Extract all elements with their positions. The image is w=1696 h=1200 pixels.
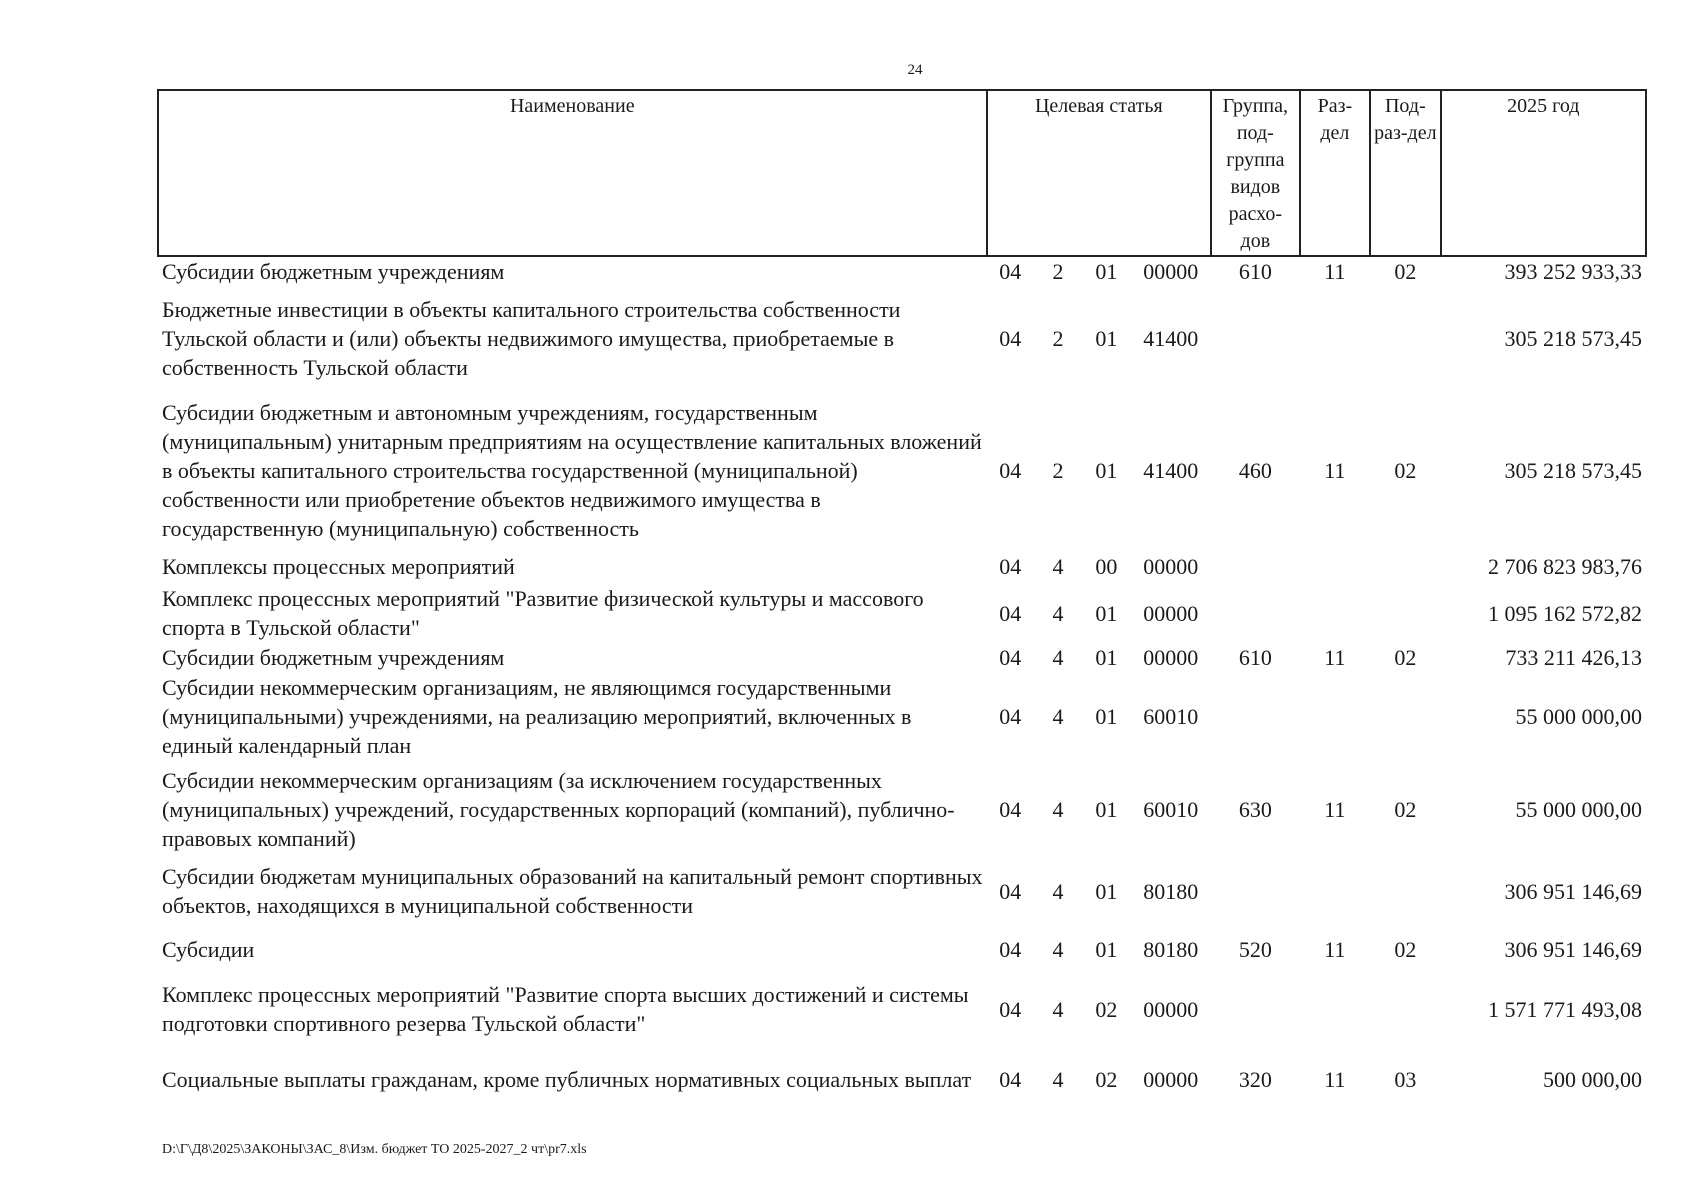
row-code-3: 01 xyxy=(1095,936,1118,962)
row-code-1: 04 xyxy=(999,457,1022,483)
row-code-3: 01 xyxy=(1095,645,1118,670)
row-name: Бюджетные инвестиции в объекты капитального строительства собственности Тульской области и (или) объекты недвижимого имущества, приобретаемые в собственность Тульской области xyxy=(162,297,901,380)
row-amount: 1 571 771 493,08 xyxy=(1488,996,1642,1022)
row-code-2: 4 xyxy=(1052,996,1064,1022)
row-code-3: 01 xyxy=(1095,600,1118,626)
row-amount: 733 211 426,13 xyxy=(1505,645,1642,670)
row-subsection xyxy=(1370,973,1440,1045)
row-code-4: 60010 xyxy=(1143,796,1199,822)
row-subsection xyxy=(1370,286,1440,391)
table-row xyxy=(158,761,1646,857)
row-amount: 2 706 823 983,76 xyxy=(1488,553,1642,579)
row-code-2: 2 xyxy=(1052,259,1064,284)
row-code-3: 01 xyxy=(1095,259,1118,284)
row-code-2: 2 xyxy=(1052,326,1064,351)
row-code-4: 80180 xyxy=(1143,878,1199,904)
row-code-3: 00 xyxy=(1095,553,1118,579)
row-group xyxy=(1211,672,1300,761)
row-code-1: 04 xyxy=(999,878,1022,904)
row-group: 460 xyxy=(1238,457,1272,483)
row-group xyxy=(1211,857,1300,925)
row-code-1: 04 xyxy=(999,936,1022,962)
row-code-4: 00000 xyxy=(1143,645,1199,670)
row-name: Комплекс процессных мероприятий "Развитие физической культуры и массового спорта в Тульской области" xyxy=(162,586,924,640)
row-code-4: 00000 xyxy=(1143,553,1199,579)
header-name: Наименование xyxy=(158,90,987,256)
row-code-2: 2 xyxy=(1052,457,1064,483)
row-code-1: 04 xyxy=(999,996,1022,1022)
row-group: 610 xyxy=(1238,645,1272,670)
row-section: 11 xyxy=(1324,936,1346,962)
row-name: Субсидии некоммерческим организациям (за исключением государственных (муниципальных) учреждений, государственных корпораций (компаний), публично-правовых компаний) xyxy=(162,767,955,851)
row-section: 11 xyxy=(1324,457,1346,483)
row-amount: 305 218 573,45 xyxy=(1504,326,1642,351)
row-code-2: 4 xyxy=(1052,600,1064,626)
row-subsection xyxy=(1370,583,1440,643)
row-section xyxy=(1300,857,1370,925)
row-code-2: 4 xyxy=(1052,1066,1064,1092)
row-subsection: 02 xyxy=(1394,457,1417,483)
row-code-4: 60010 xyxy=(1143,704,1199,729)
row-amount: 55 000 000,00 xyxy=(1515,796,1642,822)
row-group xyxy=(1211,286,1300,391)
row-code-1: 04 xyxy=(999,259,1022,284)
row-code-2: 4 xyxy=(1052,878,1064,904)
header-year: 2025 год xyxy=(1441,90,1646,256)
row-name: Комплексы процессных мероприятий xyxy=(162,553,515,579)
row-code-4: 80180 xyxy=(1143,936,1199,962)
row-name: Субсидии бюджетным и автономным учреждениям, государственным (муниципальным) унитарным предприятиям на осуществление капитальных вложений в объекты капитального строительства государственной (муниципальной) собственности или приобретение объектов недвижимого имущества в государственную (муниципальную) собственность xyxy=(162,399,982,541)
row-subsection xyxy=(1370,672,1440,761)
row-name: Субсидии бюджетам муниципальных образований на капитальный ремонт спортивных объектов, находящихся в муниципальной собственности xyxy=(162,864,983,918)
row-amount: 393 252 933,33 xyxy=(1504,259,1642,284)
row-code-4: 00000 xyxy=(1143,996,1199,1022)
table-row xyxy=(158,672,1646,761)
row-subsection: 03 xyxy=(1394,1066,1417,1092)
row-code-3: 01 xyxy=(1095,457,1118,483)
table-row xyxy=(158,973,1646,1045)
table-row xyxy=(158,583,1646,643)
row-subsection xyxy=(1370,549,1440,583)
row-code-3: 01 xyxy=(1095,326,1118,351)
table-row xyxy=(158,256,1646,286)
row-section xyxy=(1300,973,1370,1045)
row-subsection xyxy=(1370,857,1440,925)
row-name: Социальные выплаты гражданам, кроме публичных нормативных социальных выплат xyxy=(162,1066,972,1092)
row-code-4: 00000 xyxy=(1143,1066,1199,1092)
row-code-2: 4 xyxy=(1052,936,1064,962)
row-code-2: 4 xyxy=(1052,645,1064,670)
row-code-1: 04 xyxy=(999,553,1022,579)
row-amount: 55 000 000,00 xyxy=(1515,704,1642,729)
row-section: 11 xyxy=(1324,796,1346,822)
row-amount: 305 218 573,45 xyxy=(1504,457,1642,483)
table-row xyxy=(158,286,1646,391)
row-amount: 1 095 162 572,82 xyxy=(1488,600,1642,626)
row-code-1: 04 xyxy=(999,704,1022,729)
row-code-3: 02 xyxy=(1095,1066,1118,1092)
header-subsection: Под-раз-дел xyxy=(1370,90,1440,256)
footer-file-path: D:\Г\Д8\2025\ЗАКОНЫ\ЗАС_8\Изм. бюджет ТО 2025-2027_2 чт\pr7.xls xyxy=(162,1142,587,1157)
row-section: 11 xyxy=(1324,259,1346,284)
table-header xyxy=(158,90,1646,256)
header-group: Группа, под-группа видов расхо-дов xyxy=(1211,90,1300,256)
row-name: Субсидии xyxy=(162,936,255,962)
row-section: 11 xyxy=(1324,1066,1346,1092)
row-group: 630 xyxy=(1238,796,1272,822)
row-code-2: 4 xyxy=(1052,704,1064,729)
table-row xyxy=(158,925,1646,973)
page-number: 24 xyxy=(907,62,923,78)
row-amount: 306 951 146,69 xyxy=(1504,936,1642,962)
table-row xyxy=(158,549,1646,583)
row-group xyxy=(1211,549,1300,583)
table-row xyxy=(158,857,1646,925)
row-code-2: 4 xyxy=(1052,796,1064,822)
header-section: Раз-дел xyxy=(1300,90,1370,256)
row-code-3: 01 xyxy=(1095,878,1118,904)
row-section xyxy=(1300,549,1370,583)
row-code-1: 04 xyxy=(999,796,1022,822)
row-name: Субсидии бюджетным учреждениям xyxy=(162,645,505,670)
row-code-1: 04 xyxy=(999,600,1022,626)
row-subsection: 02 xyxy=(1394,936,1417,962)
row-code-1: 04 xyxy=(999,645,1022,670)
row-group: 320 xyxy=(1238,1066,1272,1092)
row-code-2: 4 xyxy=(1052,553,1064,579)
row-section xyxy=(1300,286,1370,391)
row-group: 520 xyxy=(1238,936,1272,962)
row-code-3: 01 xyxy=(1095,704,1118,729)
row-group xyxy=(1211,973,1300,1045)
row-code-4: 41400 xyxy=(1143,457,1199,483)
row-group: 610 xyxy=(1238,259,1272,284)
header-target-article: Целевая статья xyxy=(987,90,1212,256)
row-code-1: 04 xyxy=(999,326,1022,351)
row-section xyxy=(1300,672,1370,761)
budget-table xyxy=(157,89,1647,1113)
row-code-4: 00000 xyxy=(1143,259,1199,284)
row-section: 11 xyxy=(1324,645,1346,670)
table-row xyxy=(158,1045,1646,1113)
row-subsection: 02 xyxy=(1394,259,1417,284)
table-body xyxy=(158,256,1646,1113)
row-section xyxy=(1300,583,1370,643)
row-subsection: 02 xyxy=(1394,645,1417,670)
table-row xyxy=(158,643,1646,672)
row-code-4: 41400 xyxy=(1143,326,1199,351)
row-name: Субсидии некоммерческим организациям, не являющимся государственными (муниципальными) учреждениями, на реализацию мероприятий, включенных в единый календарный план xyxy=(162,675,912,758)
row-code-1: 04 xyxy=(999,1066,1022,1092)
row-name: Комплекс процессных мероприятий "Развитие спорта высших достижений и системы подготовки спортивного резерва Тульской области" xyxy=(162,982,969,1036)
row-amount: 500 000,00 xyxy=(1543,1066,1642,1092)
row-group xyxy=(1211,583,1300,643)
row-code-3: 02 xyxy=(1095,996,1118,1022)
row-subsection: 02 xyxy=(1394,796,1417,822)
table-row xyxy=(158,391,1646,549)
row-code-4: 00000 xyxy=(1143,600,1199,626)
row-name: Субсидии бюджетным учреждениям xyxy=(162,259,505,284)
row-amount: 306 951 146,69 xyxy=(1504,878,1642,904)
row-code-3: 01 xyxy=(1095,796,1118,822)
